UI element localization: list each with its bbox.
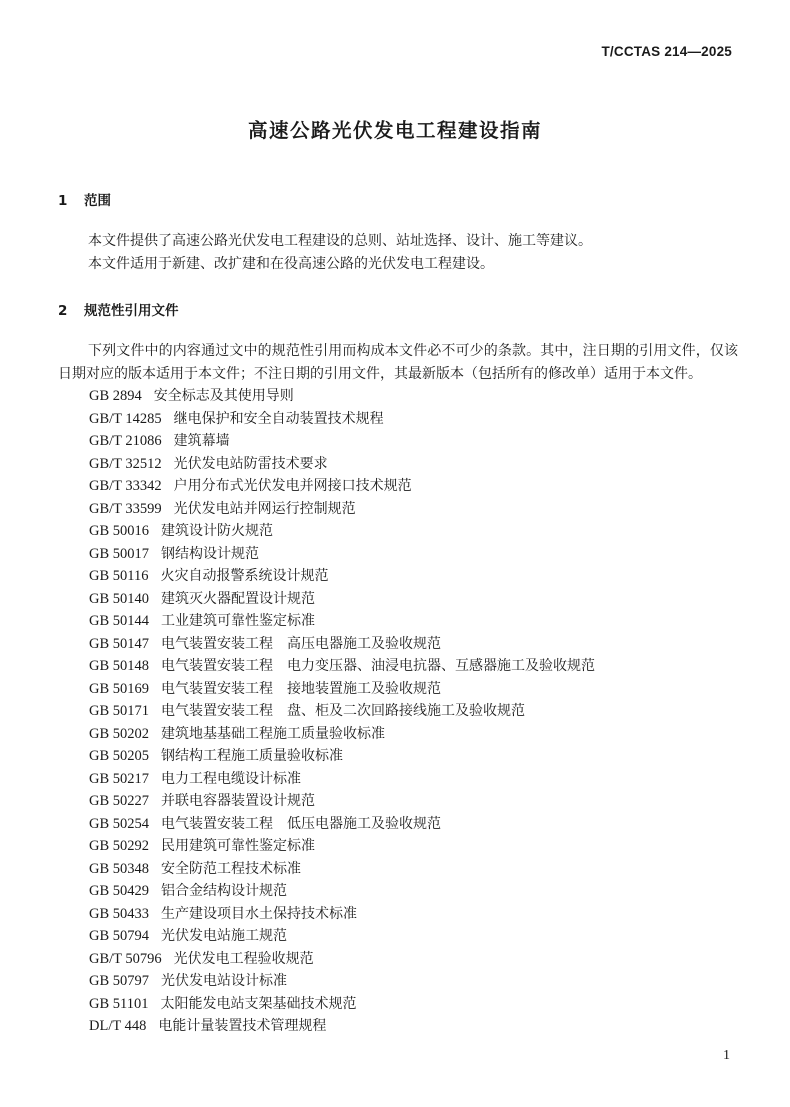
reference-code: GB 50116	[89, 568, 149, 584]
reference-code: GB 50144	[89, 613, 150, 629]
reference-item	[89, 520, 595, 543]
reference-item	[89, 925, 595, 948]
reference-code: GB 50227	[89, 793, 150, 809]
section-1-paragraph-2: 本文件适用于新建、改扩建和在役高速公路的光伏发电工程建设。	[88, 256, 494, 272]
reference-title: 并联电容器装置设计规范	[161, 793, 316, 809]
reference-item	[89, 475, 595, 498]
reference-code: GB 50433	[89, 905, 150, 922]
reference-title: 光伏发电站设计标准	[161, 973, 288, 989]
reference-item	[89, 700, 595, 723]
reference-code: GB 50017	[89, 545, 150, 562]
section-1-heading	[58, 189, 111, 209]
reference-title: 电气装置安装工程 高压电器施工及验收规范	[161, 635, 442, 652]
reference-item	[89, 790, 595, 813]
reference-code: GB 50794	[89, 928, 150, 944]
reference-title: 户用分布式光伏发电并网接口技术规范	[173, 478, 412, 494]
reference-code: GB 50205	[89, 748, 150, 764]
section-number: 1	[58, 193, 68, 209]
reference-item	[89, 723, 595, 746]
reference-item	[89, 903, 595, 926]
reference-item	[89, 588, 595, 611]
section-number: 2	[58, 303, 68, 319]
reference-title: 电气装置安装工程 接地装置施工及验收规范	[161, 680, 442, 697]
section-2-paragraph-1: 下列文件中的内容通过文中的规范性引用而构成本文件必不可少的条款。其中，注日期的引用文件，仅该日期对应的版本适用于本文件；不注日期的引用文件，其最新版本（包括所有的修改单）适用于本文件。	[58, 343, 738, 382]
reference-title: 民用建筑可靠性鉴定标准	[161, 838, 316, 854]
reference-code: GB 50202	[89, 725, 150, 742]
document-title: 高速公路光伏发电工程建设指南	[247, 119, 542, 142]
reference-title: 光伏发电工程验收规范	[173, 950, 314, 967]
reference-code: GB 51101	[89, 995, 149, 1012]
reference-title: 安全标志及其使用导则	[153, 388, 294, 404]
reference-code: GB 50797	[89, 973, 150, 989]
reference-title: 火灾自动报警系统设计规范	[160, 568, 329, 584]
reference-code: GB/T 33342	[89, 478, 162, 494]
reference-code: GB 50147	[89, 635, 150, 652]
reference-title: 钢结构工程施工质量验收标准	[161, 748, 344, 764]
reference-code: GB 50348	[89, 860, 150, 877]
reference-list	[89, 385, 595, 1038]
reference-item	[89, 498, 595, 521]
reference-code: GB 50254	[89, 815, 150, 832]
reference-code: DL/T 448	[89, 1018, 147, 1034]
reference-title: 生产建设项目水土保持技术标准	[161, 905, 358, 922]
reference-title: 建筑幕墙	[173, 433, 230, 449]
reference-item	[89, 880, 595, 903]
reference-title: 建筑设计防火规范	[161, 523, 274, 539]
reference-title: 建筑灭火器配置设计规范	[161, 590, 316, 607]
reference-code: GB 50217	[89, 770, 150, 787]
reference-item	[89, 813, 595, 836]
reference-item	[89, 993, 595, 1016]
reference-item	[89, 610, 595, 633]
reference-title: 工业建筑可靠性鉴定标准	[161, 613, 316, 629]
reference-title: 光伏发电站并网运行控制规范	[173, 500, 356, 517]
reference-item	[89, 385, 595, 408]
document-code: T/CCTAS 214—2025	[601, 44, 732, 59]
reference-code: GB 50148	[89, 658, 150, 674]
reference-code: GB/T 33599	[89, 500, 162, 517]
reference-item	[89, 408, 595, 431]
reference-title: 电气装置安装工程 盘、柜及二次回路接线施工及验收规范	[161, 703, 526, 719]
reference-title: 太阳能发电站支架基础技术规范	[160, 995, 357, 1012]
section-1-paragraph-1: 本文件提供了高速公路光伏发电工程建设的总则、站址选择、设计、施工等建议。	[88, 233, 592, 249]
reference-title: 钢结构设计规范	[161, 545, 260, 562]
reference-title: 继电保护和安全自动装置技术规程	[173, 410, 384, 427]
reference-item	[89, 633, 595, 656]
reference-title: 铝合金结构设计规范	[161, 883, 288, 899]
section-title: 规范性引用文件	[84, 303, 179, 319]
reference-item	[89, 970, 595, 993]
reference-title: 电气装置安装工程 电力变压器、油浸电抗器、互感器施工及验收规范	[161, 658, 596, 674]
reference-title: 电气装置安装工程 低压电器施工及验收规范	[161, 815, 442, 832]
reference-code: GB/T 32512	[89, 455, 162, 472]
reference-code: GB 50016	[89, 523, 150, 539]
reference-item	[89, 655, 595, 678]
reference-code: GB/T 14285	[89, 410, 162, 427]
reference-title: 电能计量装置技术管理规程	[158, 1018, 327, 1034]
reference-item	[89, 858, 595, 881]
reference-code: GB/T 50796	[89, 950, 162, 967]
reference-item	[89, 768, 595, 791]
reference-code: GB 50169	[89, 680, 150, 697]
reference-item	[89, 678, 595, 701]
reference-code: GB 50429	[89, 883, 150, 899]
reference-code: GB/T 21086	[89, 433, 162, 449]
reference-code: GB 50171	[89, 703, 150, 719]
reference-item	[89, 1015, 595, 1038]
reference-title: 安全防范工程技术标准	[161, 860, 302, 877]
reference-title: 电力工程电缆设计标准	[161, 770, 302, 787]
reference-item	[89, 453, 595, 476]
reference-item	[89, 948, 595, 971]
reference-item	[89, 543, 595, 566]
reference-code: GB 50292	[89, 838, 150, 854]
reference-item	[89, 430, 595, 453]
section-2-heading	[58, 299, 179, 319]
reference-title: 建筑地基基础工程施工质量验收标准	[161, 725, 386, 742]
reference-code: GB 50140	[89, 590, 150, 607]
page-number: 1	[723, 1048, 730, 1063]
reference-item	[89, 565, 595, 588]
reference-title: 光伏发电站施工规范	[161, 928, 288, 944]
reference-item	[89, 835, 595, 858]
section-title: 范围	[84, 193, 111, 209]
reference-item	[89, 745, 595, 768]
reference-code: GB 2894	[89, 388, 142, 404]
reference-title: 光伏发电站防雷技术要求	[173, 455, 328, 472]
